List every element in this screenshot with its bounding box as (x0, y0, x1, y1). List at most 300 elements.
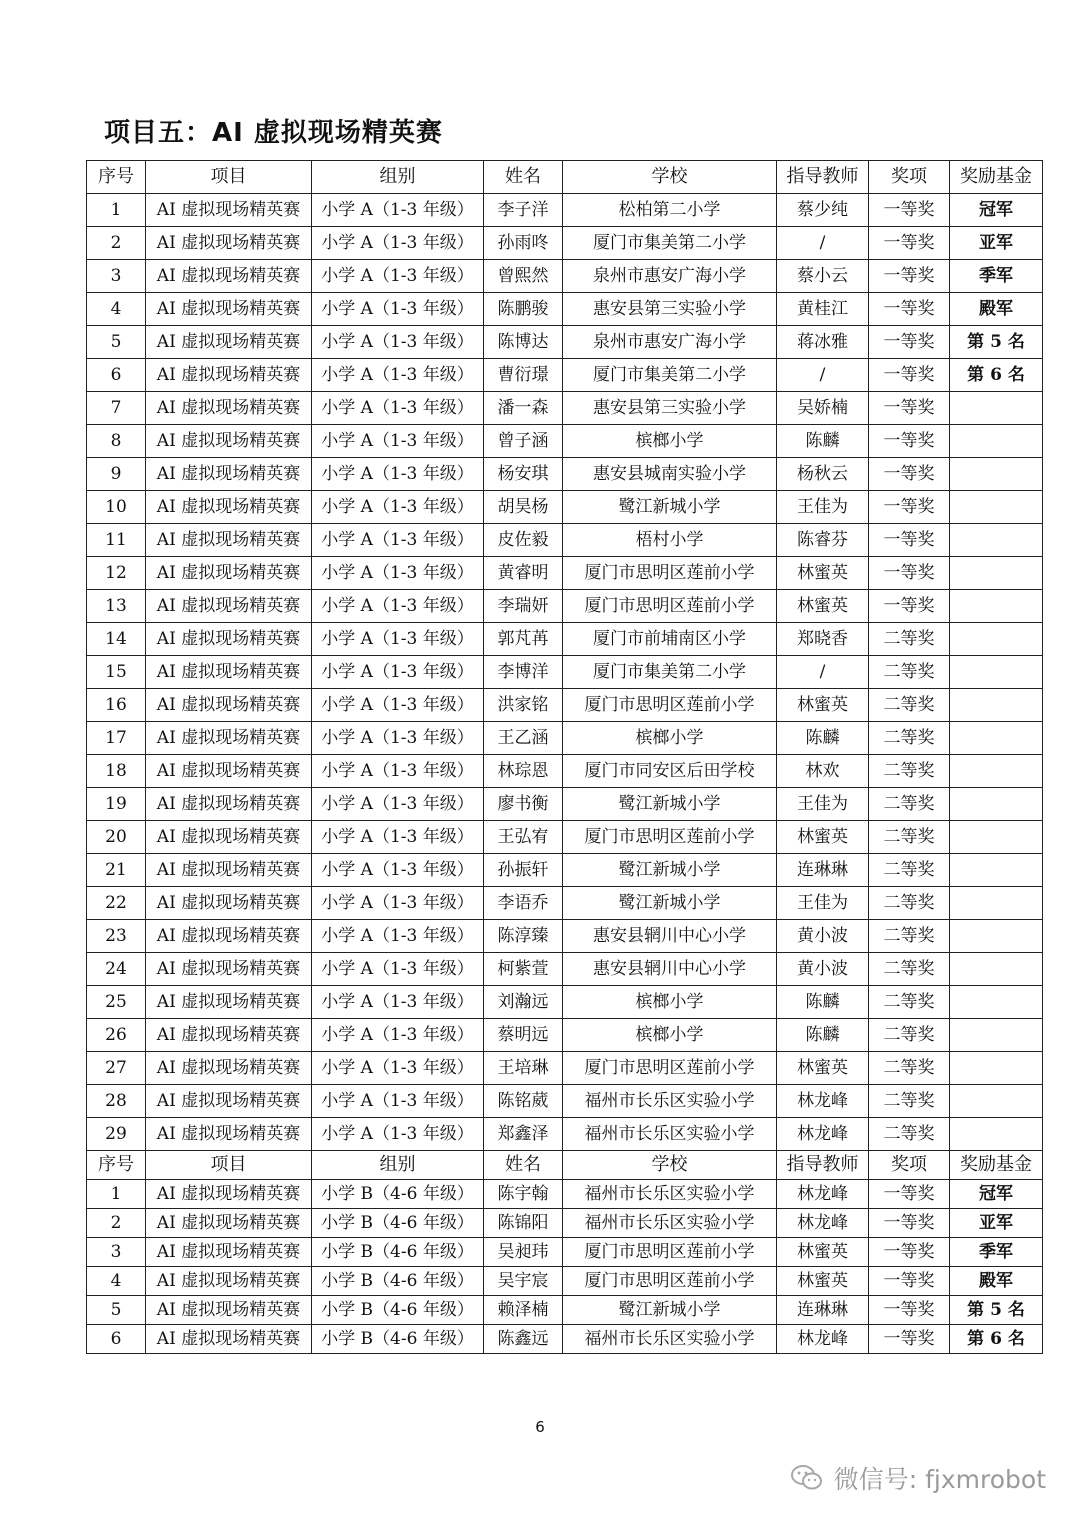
cell-name: 吴宇宸 (484, 1267, 563, 1296)
cell-fund (950, 887, 1043, 920)
cell-project: AI 虚拟现场精英赛 (146, 986, 312, 1019)
cell-project: AI 虚拟现场精英赛 (146, 1052, 312, 1085)
table-row (87, 623, 1043, 656)
header-cell: 奖项 (869, 1151, 950, 1180)
header-cell: 学校 (563, 161, 777, 194)
header-cell: 序号 (87, 161, 146, 194)
cell-teacher: 杨秋云 (777, 458, 869, 491)
cell-group: 小学 A（1-3 年级） (312, 656, 484, 689)
cell-project: AI 虚拟现场精英赛 (146, 1209, 312, 1238)
cell-group: 小学 B（4-6 年级） (312, 1296, 484, 1325)
header-row (87, 161, 1043, 194)
cell-project: AI 虚拟现场精英赛 (146, 1325, 312, 1354)
cell-group: 小学 A（1-3 年级） (312, 887, 484, 920)
cell-project: AI 虚拟现场精英赛 (146, 392, 312, 425)
cell-name: 李子洋 (484, 194, 563, 227)
cell-school: 厦门市思明区莲前小学 (563, 821, 777, 854)
cell-school: 福州市长乐区实验小学 (563, 1209, 777, 1238)
table-row (87, 1019, 1043, 1052)
cell-project: AI 虚拟现场精英赛 (146, 260, 312, 293)
cell-award: 二等奖 (869, 986, 950, 1019)
cell-group: 小学 B（4-6 年级） (312, 1238, 484, 1267)
table-row (87, 1052, 1043, 1085)
cell-group: 小学 A（1-3 年级） (312, 425, 484, 458)
cell-no: 7 (87, 392, 146, 425)
cell-fund (950, 590, 1043, 623)
header-cell: 项目 (146, 1151, 312, 1180)
cell-teacher: 陈麟 (777, 1019, 869, 1052)
cell-award: 一等奖 (869, 260, 950, 293)
table-row (87, 689, 1043, 722)
cell-teacher: 林龙峰 (777, 1085, 869, 1118)
cell-award: 一等奖 (869, 1325, 950, 1354)
cell-name: 廖书衡 (484, 788, 563, 821)
cell-teacher: 王佳为 (777, 887, 869, 920)
cell-school: 槟榔小学 (563, 1019, 777, 1052)
cell-award: 一等奖 (869, 557, 950, 590)
table-row (87, 557, 1043, 590)
cell-fund (950, 755, 1043, 788)
cell-project: AI 虚拟现场精英赛 (146, 689, 312, 722)
cell-fund (950, 986, 1043, 1019)
cell-no: 3 (87, 1238, 146, 1267)
cell-fund: 第 5 名 (950, 1296, 1043, 1325)
cell-group: 小学 A（1-3 年级） (312, 293, 484, 326)
cell-project: AI 虚拟现场精英赛 (146, 821, 312, 854)
cell-project: AI 虚拟现场精英赛 (146, 1180, 312, 1209)
cell-teacher: 林蜜英 (777, 1267, 869, 1296)
cell-group: 小学 A（1-3 年级） (312, 392, 484, 425)
cell-group: 小学 B（4-6 年级） (312, 1180, 484, 1209)
cell-no: 2 (87, 1209, 146, 1238)
cell-project: AI 虚拟现场精英赛 (146, 557, 312, 590)
cell-award: 二等奖 (869, 1052, 950, 1085)
cell-no: 4 (87, 293, 146, 326)
cell-name: 胡昊杨 (484, 491, 563, 524)
cell-no: 27 (87, 1052, 146, 1085)
cell-school: 福州市长乐区实验小学 (563, 1180, 777, 1209)
cell-award: 二等奖 (869, 755, 950, 788)
cell-group: 小学 A（1-3 年级） (312, 755, 484, 788)
cell-project: AI 虚拟现场精英赛 (146, 425, 312, 458)
cell-group: 小学 A（1-3 年级） (312, 458, 484, 491)
cell-group: 小学 A（1-3 年级） (312, 524, 484, 557)
table-row (87, 260, 1043, 293)
cell-no: 28 (87, 1085, 146, 1118)
cell-fund (950, 1052, 1043, 1085)
cell-school: 惠安县城南实验小学 (563, 458, 777, 491)
cell-fund: 亚军 (950, 1209, 1043, 1238)
cell-fund (950, 557, 1043, 590)
table-row (87, 1267, 1043, 1296)
cell-name: 潘一森 (484, 392, 563, 425)
table-row (87, 1238, 1043, 1267)
cell-project: AI 虚拟现场精英赛 (146, 722, 312, 755)
cell-group: 小学 A（1-3 年级） (312, 788, 484, 821)
cell-award: 二等奖 (869, 1019, 950, 1052)
cell-school: 厦门市前埔南区小学 (563, 623, 777, 656)
cell-no: 5 (87, 326, 146, 359)
watermark-text: 微信号: fjxmrobot (833, 1465, 1046, 1494)
cell-teacher: 陈麟 (777, 722, 869, 755)
cell-no: 18 (87, 755, 146, 788)
cell-award: 一等奖 (869, 326, 950, 359)
cell-fund: 殿军 (950, 293, 1043, 326)
cell-project: AI 虚拟现场精英赛 (146, 623, 312, 656)
cell-school: 泉州市惠安广海小学 (563, 260, 777, 293)
cell-school: 厦门市集美第二小学 (563, 656, 777, 689)
cell-award: 二等奖 (869, 953, 950, 986)
cell-teacher: 黄小波 (777, 920, 869, 953)
cell-teacher: 蒋冰雅 (777, 326, 869, 359)
cell-name: 陈博达 (484, 326, 563, 359)
cell-name: 孙雨咚 (484, 227, 563, 260)
cell-teacher: 蔡小云 (777, 260, 869, 293)
cell-teacher: 郑晓香 (777, 623, 869, 656)
cell-no: 14 (87, 623, 146, 656)
cell-fund (950, 821, 1043, 854)
cell-school: 鹭江新城小学 (563, 1296, 777, 1325)
cell-school: 鹭江新城小学 (563, 491, 777, 524)
cell-teacher: / (777, 359, 869, 392)
cell-group: 小学 A（1-3 年级） (312, 227, 484, 260)
cell-fund (950, 854, 1043, 887)
cell-teacher: 陈麟 (777, 425, 869, 458)
table-row (87, 722, 1043, 755)
cell-name: 洪家铭 (484, 689, 563, 722)
cell-teacher: 蔡少纯 (777, 194, 869, 227)
cell-fund (950, 425, 1043, 458)
cell-no: 12 (87, 557, 146, 590)
cell-project: AI 虚拟现场精英赛 (146, 1296, 312, 1325)
table-row (87, 392, 1043, 425)
section-title: 项目五：AI 虚拟现场精英赛 (104, 118, 443, 148)
cell-fund (950, 458, 1043, 491)
cell-award: 一等奖 (869, 293, 950, 326)
cell-fund (950, 623, 1043, 656)
cell-no: 16 (87, 689, 146, 722)
cell-teacher: 林龙峰 (777, 1180, 869, 1209)
cell-teacher: 林龙峰 (777, 1325, 869, 1354)
cell-teacher: / (777, 227, 869, 260)
cell-award: 一等奖 (869, 524, 950, 557)
cell-award: 一等奖 (869, 392, 950, 425)
cell-award: 二等奖 (869, 1085, 950, 1118)
table-row (87, 854, 1043, 887)
cell-teacher: 连琳琳 (777, 854, 869, 887)
cell-fund (950, 1019, 1043, 1052)
cell-fund (950, 788, 1043, 821)
cell-teacher: 王佳为 (777, 788, 869, 821)
cell-name: 林琮恩 (484, 755, 563, 788)
table-row (87, 359, 1043, 392)
cell-teacher: / (777, 656, 869, 689)
cell-award: 一等奖 (869, 194, 950, 227)
header-cell: 学校 (563, 1151, 777, 1180)
cell-award: 二等奖 (869, 821, 950, 854)
cell-group: 小学 A（1-3 年级） (312, 854, 484, 887)
cell-fund (950, 920, 1043, 953)
cell-school: 福州市长乐区实验小学 (563, 1118, 777, 1151)
table-row (87, 986, 1043, 1019)
table-row (87, 1180, 1043, 1209)
cell-project: AI 虚拟现场精英赛 (146, 1085, 312, 1118)
cell-school: 厦门市思明区莲前小学 (563, 557, 777, 590)
cell-group: 小学 A（1-3 年级） (312, 623, 484, 656)
cell-name: 陈淳臻 (484, 920, 563, 953)
cell-name: 柯紫萱 (484, 953, 563, 986)
table-row (87, 227, 1043, 260)
cell-teacher: 陈麟 (777, 986, 869, 1019)
cell-award: 一等奖 (869, 425, 950, 458)
cell-name: 王弘宥 (484, 821, 563, 854)
cell-no: 11 (87, 524, 146, 557)
cell-no: 26 (87, 1019, 146, 1052)
cell-project: AI 虚拟现场精英赛 (146, 359, 312, 392)
cell-school: 槟榔小学 (563, 986, 777, 1019)
cell-award: 一等奖 (869, 1296, 950, 1325)
table-row (87, 953, 1043, 986)
cell-project: AI 虚拟现场精英赛 (146, 920, 312, 953)
header-cell: 项目 (146, 161, 312, 194)
cell-teacher: 黄小波 (777, 953, 869, 986)
table-row (87, 887, 1043, 920)
cell-project: AI 虚拟现场精英赛 (146, 491, 312, 524)
cell-no: 21 (87, 854, 146, 887)
cell-school: 鹭江新城小学 (563, 887, 777, 920)
cell-group: 小学 B（4-6 年级） (312, 1267, 484, 1296)
cell-group: 小学 A（1-3 年级） (312, 689, 484, 722)
header-cell: 奖项 (869, 161, 950, 194)
cell-no: 29 (87, 1118, 146, 1151)
cell-name: 陈鑫远 (484, 1325, 563, 1354)
cell-project: AI 虚拟现场精英赛 (146, 524, 312, 557)
cell-school: 厦门市思明区莲前小学 (563, 590, 777, 623)
cell-fund: 冠军 (950, 194, 1043, 227)
cell-award: 一等奖 (869, 1209, 950, 1238)
cell-award: 二等奖 (869, 854, 950, 887)
header-cell: 姓名 (484, 1151, 563, 1180)
cell-teacher: 林龙峰 (777, 1118, 869, 1151)
cell-project: AI 虚拟现场精英赛 (146, 194, 312, 227)
cell-no: 5 (87, 1296, 146, 1325)
cell-no: 13 (87, 590, 146, 623)
cell-name: 陈铭葳 (484, 1085, 563, 1118)
cell-award: 二等奖 (869, 689, 950, 722)
cell-project: AI 虚拟现场精英赛 (146, 755, 312, 788)
cell-fund (950, 524, 1043, 557)
cell-name: 李语乔 (484, 887, 563, 920)
cell-group: 小学 A（1-3 年级） (312, 920, 484, 953)
cell-project: AI 虚拟现场精英赛 (146, 590, 312, 623)
cell-school: 厦门市同安区后田学校 (563, 755, 777, 788)
header-row (87, 1151, 1043, 1180)
cell-group: 小学 A（1-3 年级） (312, 1019, 484, 1052)
cell-group: 小学 A（1-3 年级） (312, 821, 484, 854)
cell-no: 24 (87, 953, 146, 986)
cell-project: AI 虚拟现场精英赛 (146, 1019, 312, 1052)
cell-award: 一等奖 (869, 227, 950, 260)
cell-school: 福州市长乐区实验小学 (563, 1325, 777, 1354)
cell-project: AI 虚拟现场精英赛 (146, 887, 312, 920)
table-row (87, 524, 1043, 557)
cell-school: 槟榔小学 (563, 425, 777, 458)
cell-fund: 亚军 (950, 227, 1043, 260)
cell-project: AI 虚拟现场精英赛 (146, 788, 312, 821)
cell-teacher: 林蜜英 (777, 689, 869, 722)
cell-school: 鹭江新城小学 (563, 854, 777, 887)
cell-no: 4 (87, 1267, 146, 1296)
cell-no: 6 (87, 359, 146, 392)
cell-no: 23 (87, 920, 146, 953)
cell-group: 小学 A（1-3 年级） (312, 557, 484, 590)
cell-no: 2 (87, 227, 146, 260)
cell-school: 厦门市集美第二小学 (563, 359, 777, 392)
cell-award: 一等奖 (869, 590, 950, 623)
cell-award: 一等奖 (869, 491, 950, 524)
cell-award: 二等奖 (869, 623, 950, 656)
table-row (87, 1209, 1043, 1238)
cell-name: 陈宇翰 (484, 1180, 563, 1209)
cell-award: 二等奖 (869, 722, 950, 755)
cell-group: 小学 A（1-3 年级） (312, 326, 484, 359)
cell-no: 3 (87, 260, 146, 293)
cell-teacher: 林蜜英 (777, 821, 869, 854)
cell-school: 鹭江新城小学 (563, 788, 777, 821)
cell-teacher: 林龙峰 (777, 1209, 869, 1238)
cell-fund: 第 6 名 (950, 359, 1043, 392)
cell-name: 王培琳 (484, 1052, 563, 1085)
cell-school: 福州市长乐区实验小学 (563, 1085, 777, 1118)
cell-school: 梧村小学 (563, 524, 777, 557)
cell-fund (950, 953, 1043, 986)
table-row (87, 755, 1043, 788)
header-cell: 指导教师 (777, 1151, 869, 1180)
cell-teacher: 林蜜英 (777, 1052, 869, 1085)
cell-project: AI 虚拟现场精英赛 (146, 326, 312, 359)
cell-school: 厦门市集美第二小学 (563, 227, 777, 260)
cell-fund (950, 1085, 1043, 1118)
cell-teacher: 林蜜英 (777, 1238, 869, 1267)
table-row (87, 920, 1043, 953)
cell-award: 一等奖 (869, 458, 950, 491)
table-row (87, 1085, 1043, 1118)
cell-fund (950, 722, 1043, 755)
cell-name: 曹衍璟 (484, 359, 563, 392)
header-cell: 序号 (87, 1151, 146, 1180)
cell-no: 15 (87, 656, 146, 689)
cell-name: 郭芃苒 (484, 623, 563, 656)
table-row (87, 194, 1043, 227)
table-row (87, 458, 1043, 491)
cell-name: 皮佐毅 (484, 524, 563, 557)
cell-school: 槟榔小学 (563, 722, 777, 755)
cell-name: 吴昶玮 (484, 1238, 563, 1267)
cell-name: 曾熙然 (484, 260, 563, 293)
cell-no: 17 (87, 722, 146, 755)
table-row (87, 821, 1043, 854)
cell-no: 19 (87, 788, 146, 821)
header-cell: 组别 (312, 161, 484, 194)
cell-teacher: 林蜜英 (777, 557, 869, 590)
table-row (87, 590, 1043, 623)
cell-award: 二等奖 (869, 656, 950, 689)
table-row (87, 425, 1043, 458)
cell-project: AI 虚拟现场精英赛 (146, 1238, 312, 1267)
header-cell: 指导教师 (777, 161, 869, 194)
cell-group: 小学 B（4-6 年级） (312, 1209, 484, 1238)
header-cell: 组别 (312, 1151, 484, 1180)
table-row (87, 656, 1043, 689)
cell-project: AI 虚拟现场精英赛 (146, 656, 312, 689)
cell-group: 小学 A（1-3 年级） (312, 986, 484, 1019)
table-row (87, 491, 1043, 524)
header-cell: 奖励基金 (950, 161, 1043, 194)
cell-project: AI 虚拟现场精英赛 (146, 458, 312, 491)
cell-name: 赖泽楠 (484, 1296, 563, 1325)
cell-fund: 第 6 名 (950, 1325, 1043, 1354)
cell-project: AI 虚拟现场精英赛 (146, 293, 312, 326)
cell-no: 1 (87, 1180, 146, 1209)
cell-no: 25 (87, 986, 146, 1019)
cell-teacher: 林蜜英 (777, 590, 869, 623)
cell-no: 1 (87, 194, 146, 227)
cell-school: 泉州市惠安广海小学 (563, 326, 777, 359)
watermark (790, 1460, 1046, 1496)
cell-teacher: 王佳为 (777, 491, 869, 524)
page-number: 6 (535, 1418, 545, 1436)
cell-name: 李瑞妍 (484, 590, 563, 623)
header-cell: 奖励基金 (950, 1151, 1043, 1180)
cell-fund (950, 656, 1043, 689)
cell-school: 厦门市思明区莲前小学 (563, 1238, 777, 1267)
cell-teacher: 黄桂江 (777, 293, 869, 326)
cell-school: 厦门市思明区莲前小学 (563, 1052, 777, 1085)
cell-award: 二等奖 (869, 1118, 950, 1151)
cell-fund (950, 491, 1043, 524)
cell-group: 小学 B（4-6 年级） (312, 1325, 484, 1354)
cell-fund (950, 392, 1043, 425)
table-row (87, 1118, 1043, 1151)
cell-group: 小学 A（1-3 年级） (312, 260, 484, 293)
cell-group: 小学 A（1-3 年级） (312, 1052, 484, 1085)
cell-name: 王乙涵 (484, 722, 563, 755)
cell-name: 曾子涵 (484, 425, 563, 458)
cell-award: 二等奖 (869, 788, 950, 821)
cell-award: 二等奖 (869, 887, 950, 920)
cell-award: 一等奖 (869, 359, 950, 392)
cell-fund (950, 689, 1043, 722)
cell-project: AI 虚拟现场精英赛 (146, 854, 312, 887)
cell-school: 惠安县辋川中心小学 (563, 920, 777, 953)
cell-no: 6 (87, 1325, 146, 1354)
cell-award: 二等奖 (869, 920, 950, 953)
cell-school: 惠安县辋川中心小学 (563, 953, 777, 986)
cell-fund: 殿军 (950, 1267, 1043, 1296)
cell-name: 孙振轩 (484, 854, 563, 887)
cell-school: 惠安县第三实验小学 (563, 392, 777, 425)
table-row (87, 293, 1043, 326)
cell-teacher: 吴娇楠 (777, 392, 869, 425)
cell-school: 厦门市思明区莲前小学 (563, 689, 777, 722)
cell-fund: 季军 (950, 1238, 1043, 1267)
cell-award: 一等奖 (869, 1238, 950, 1267)
cell-no: 8 (87, 425, 146, 458)
cell-name: 黄睿明 (484, 557, 563, 590)
cell-fund (950, 1118, 1043, 1151)
award-table (86, 160, 1043, 1354)
cell-award: 一等奖 (869, 1267, 950, 1296)
